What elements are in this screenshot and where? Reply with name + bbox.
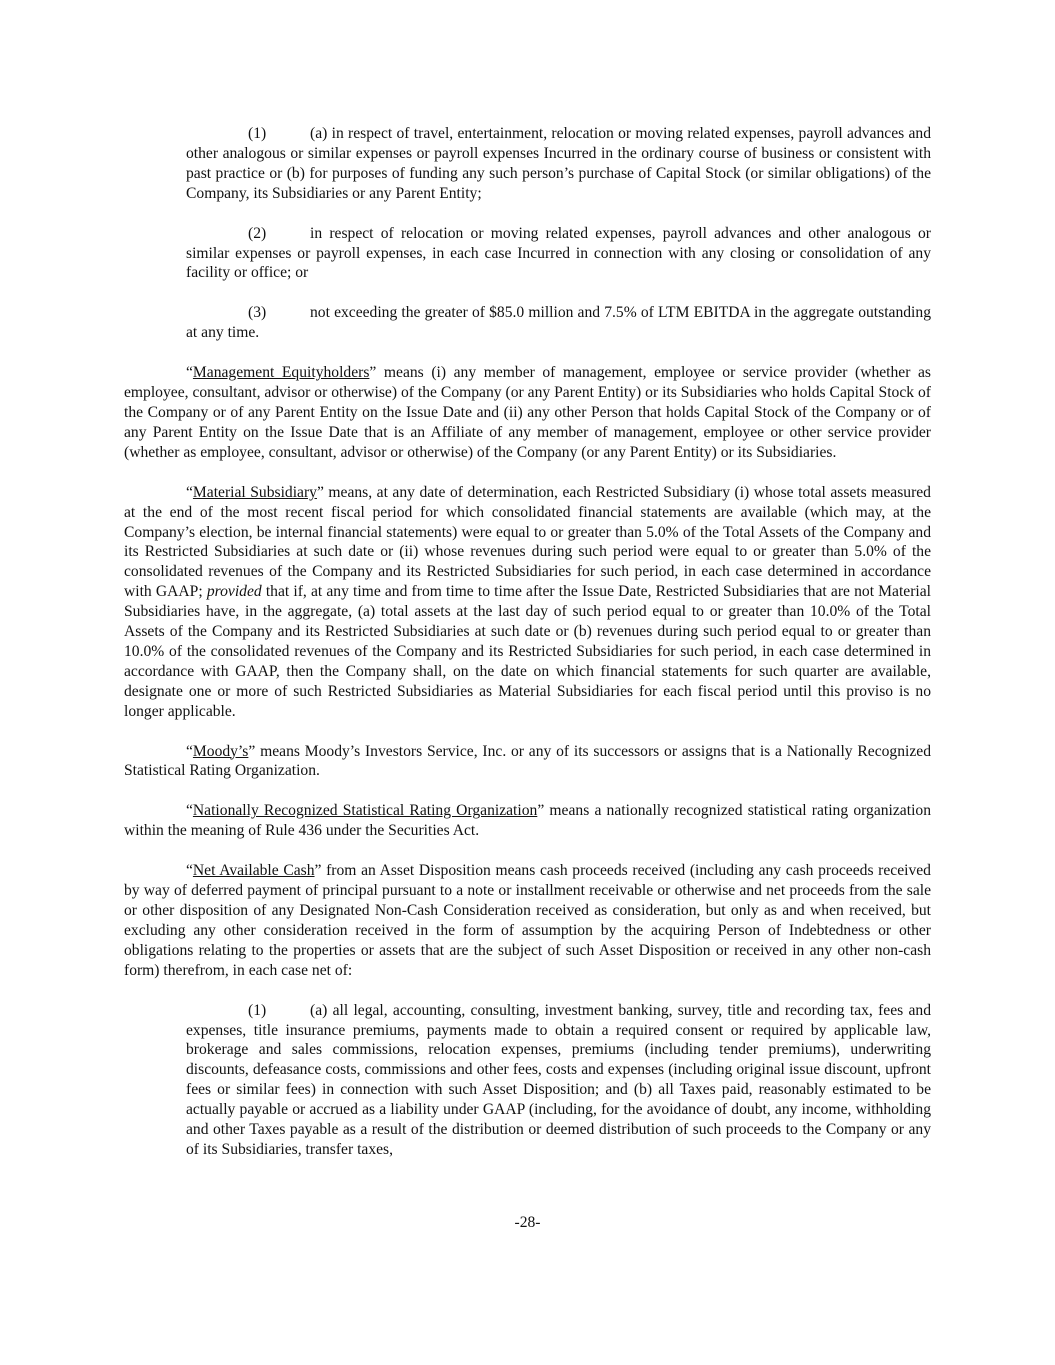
net-cash-clause-1-paragraph (186, 1001, 931, 1160)
italic-term: provided (206, 583, 262, 601)
definition-moodys (124, 742, 931, 782)
open-quote: “ (186, 862, 193, 880)
clause-number: (1) (248, 1001, 267, 1019)
clause-number: (2) (248, 224, 267, 242)
definition-text: ” means Moody’s Investors Service, Inc. or any of its successors or assigns that is a Nationally Recognized Statistical Rating Organization. (124, 742, 931, 780)
definition-text: ” from an Asset Disposition means cash proceeds received (including any cash proceeds received by way of deferred payment of principal pursuant to a note or installment receivable or otherwise and net proceeds from the sale or other disposition of any Designated Non-Cash Consideration received as consideration, but only as and when received, but excluding any other consideration received in the form of assumption by the acquiring Person of Indebtedness or other obligations relating to the properties or assets that are the subject of such Asset Disposition or received in any other non-cash form) therefrom, in each case net of: (124, 862, 931, 979)
clause-text: (a) all legal, accounting, consulting, investment banking, survey, title and recording tax, fees and expenses, title insurance premiums, payments made to obtain a required consent or required by applicable law, brokerage and sales commissions, relocation expenses, premiums (including tender premiums), underwriting discounts, defeasance costs, commissions and other fees, costs and expenses (including original issue discount, upfront fees or similar fees) in connection with such Asset Disposition; and (b) all Taxes paid, reasonably estimated to be actually payable or accrued as a liability under GAAP (including, for the avoidance of doubt, any income, withholding and other Taxes payable as a result of the distribution or deemed distribution of such proceeds to the Company or any of its Subsidiaries, transfer taxes, (186, 1001, 931, 1158)
defined-term: Nationally Recognized Statistical Rating Organization (192, 802, 538, 820)
clause-1-paragraph (186, 124, 931, 204)
defined-term: Moody’s (192, 742, 249, 760)
page-content (124, 124, 931, 1180)
open-quote: “ (186, 742, 193, 760)
page-number: -28- (514, 1214, 541, 1231)
clause-text: not exceeding the greater of $85.0 million and 7.5% of LTM EBITDA in the aggregate outstanding at any time. (186, 304, 931, 342)
definition-text: ” means a nationally recognized statistical rating organization within the meaning of Rule 436 under the Securities Act. (124, 802, 931, 840)
definition-net-available-cash (124, 861, 931, 980)
clause-text: (a) in respect of travel, entertainment, relocation or moving related expenses, payroll advances and other analogous or similar expenses or payroll expenses Incurred in the ordinary course of business or consistent with past practice or (b) for purposes of funding any such person’s purchase of Capital Stock (or similar obligations) of the Company, its Subsidiaries or any Parent Entity; (186, 125, 931, 202)
definition-text: ” means (i) any member of management, employee or service provider (whether as employee, consultant, advisor or otherwise) of the Company (or any Parent Entity) or its Subsidiaries who holds Capital Stock of the Company or of any Parent Entity on the Issue Date and (ii) any other Person that holds Capital Stock of the Company or of any Parent Entity on the Issue Date that is an Affiliate of any member of management, employee or other service provider (whether as employee, consultant, advisor or otherwise) of the Company (or any Parent Entity) or its Subsidiaries. (124, 364, 931, 461)
defined-term: Net Available Cash (192, 862, 315, 880)
defined-term: Material Subsidiary (192, 483, 317, 501)
clause-number: (1) (248, 125, 267, 142)
clause-3-paragraph (186, 303, 931, 343)
definition-text: ” means, at any date of determination, each Restricted Subsidiary (i) whose total assets measured at the end of the most recent fiscal period for which consolidated financial statements are available (which may, at the Company’s election, be internal financial statements) were equal to or greater than 5.0% of the Total Assets of the Company and its Restricted Subsidiaries at such date or (ii) whose revenues during such period were equal to or greater than 5.0% of the consolidated revenues of the Company and its Restricted Subsidiaries for such period, in each case determined in accordance with GAAP; (124, 483, 931, 601)
clause-text: in respect of relocation or moving related expenses, payroll advances and other analogous or similar expenses or payroll expenses, in each case Incurred in connection with any closing or consolidation of any facility or office; or (186, 224, 931, 282)
definition-nrsro (124, 801, 931, 841)
open-quote: “ (186, 364, 193, 382)
clause-number: (3) (248, 304, 267, 322)
defined-term: Management Equityholders (192, 364, 370, 382)
definition-text-continued: that if, at any time and from time to time after the Issue Date, Restricted Subsidiaries that are not Material Subsidiaries have, in the aggregate, (a) total assets at the last day of such period equal to or greater than 10.0% of the Total Assets of the Company and its Restricted Subsidiaries at such date or (b) revenues during such period equal to or greater than 10.0% of the consolidated revenues of the Company and its Restricted Subsidiaries for such period, in each case determined in accordance with GAAP, then the Company shall, on the date on which financial statements for such quarter are available, designate one or more of such Restricted Subsidiaries as Material Subsidiaries for each fiscal period until this proviso is no longer applicable. (124, 583, 932, 720)
clause-2-paragraph (186, 224, 931, 284)
definition-material-subsidiary (124, 483, 931, 722)
open-quote: “ (186, 483, 193, 501)
definition-management-equityholders (124, 363, 931, 463)
open-quote: “ (186, 802, 193, 820)
